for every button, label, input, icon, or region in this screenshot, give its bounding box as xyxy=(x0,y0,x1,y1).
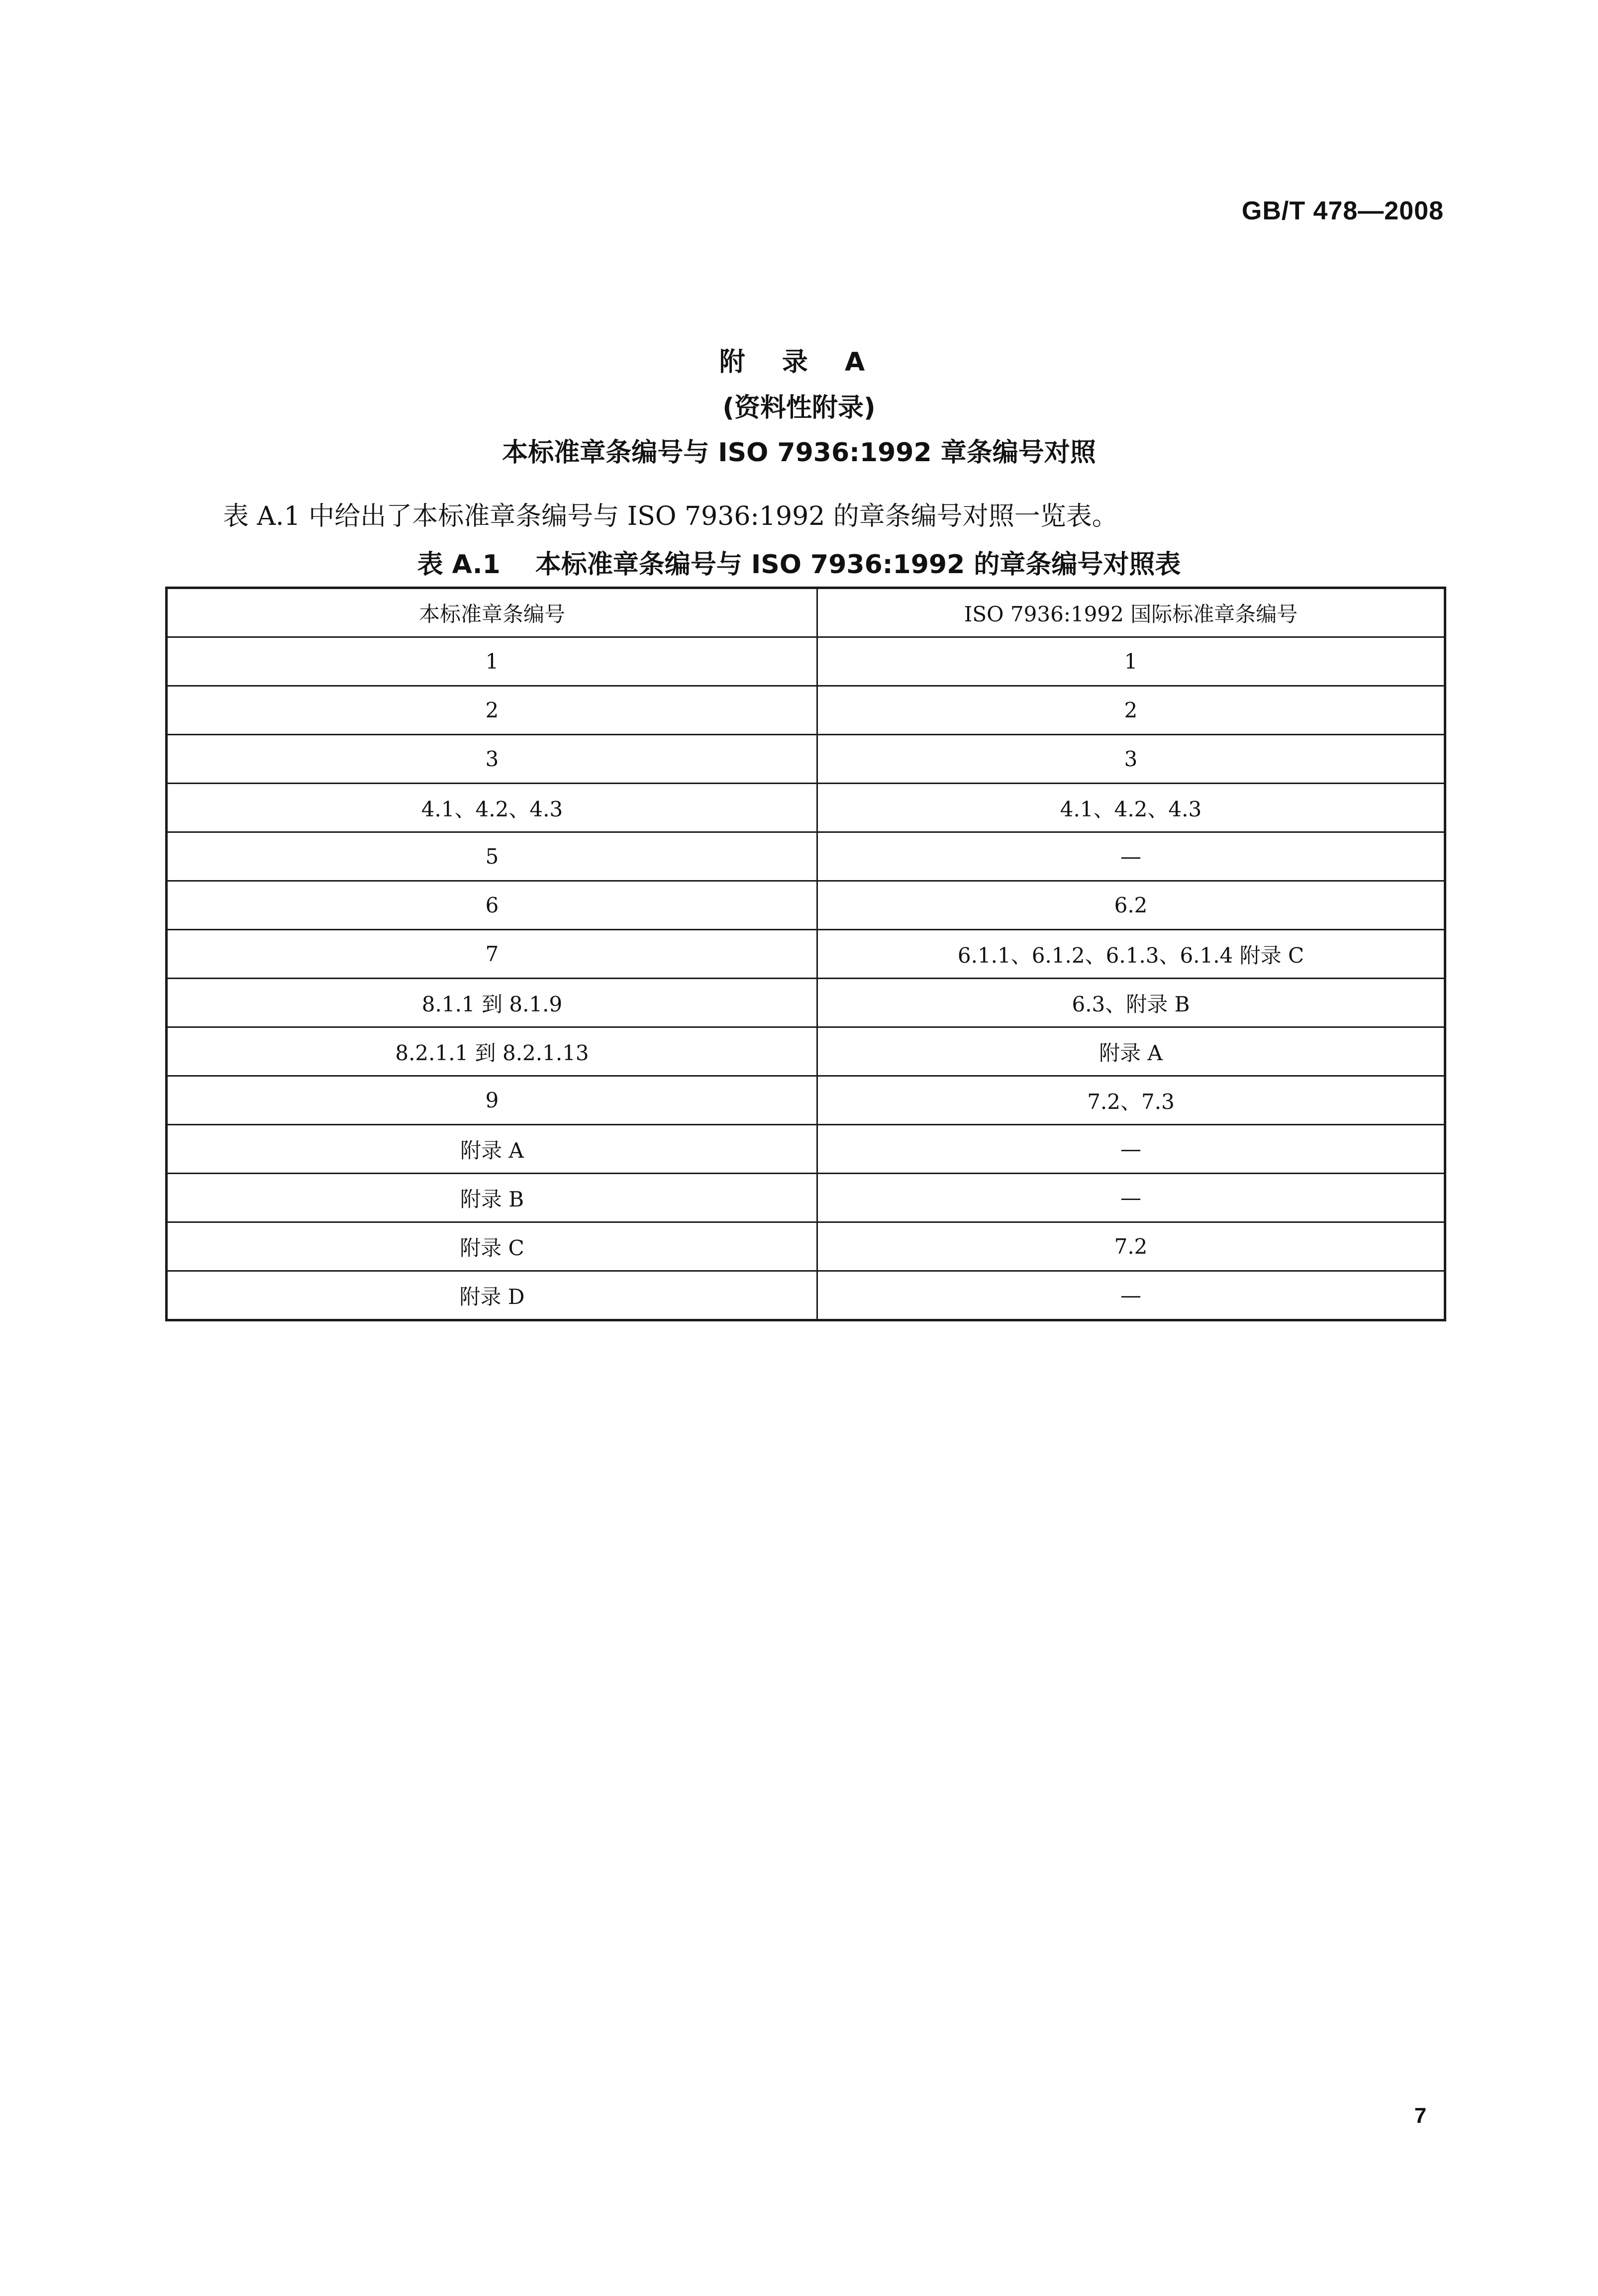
table-row xyxy=(167,686,1445,735)
document-code: GB/T 478—2008 xyxy=(1241,197,1444,225)
standard-clause-cell: 8.2.1.1 到 8.2.1.13 xyxy=(167,1027,817,1076)
table-row xyxy=(167,784,1445,832)
table-row xyxy=(167,1222,1445,1271)
standard-clause-cell: 6 xyxy=(167,881,817,930)
standard-clause-cell: 附录 B xyxy=(167,1174,817,1222)
table-caption-title: 本标准章条编号与 ISO 7936:1992 的章条编号对照表 xyxy=(535,550,1181,580)
standard-clause-cell: 附录 A xyxy=(167,1125,817,1174)
iso-clause-cell: 7.2、7.3 xyxy=(817,1076,1445,1125)
annex-label: 附 录 A xyxy=(719,347,879,377)
annex-title: 本标准章条编号与 ISO 7936:1992 章条编号对照 xyxy=(502,438,1096,468)
table-header-row xyxy=(167,588,1445,637)
page-number: 7 xyxy=(1414,2103,1427,2128)
table-caption xyxy=(0,543,1598,581)
table-row xyxy=(167,1076,1445,1125)
annex-type: (资料性附录) xyxy=(722,393,876,423)
iso-clause-cell: — xyxy=(817,1125,1445,1174)
standard-clause-cell: 附录 C xyxy=(167,1222,817,1271)
iso-clause-cell: — xyxy=(817,832,1445,881)
iso-clause-cell: 2 xyxy=(817,686,1445,735)
iso-clause-cell: — xyxy=(817,1174,1445,1222)
iso-clause-cell: 6.1.1、6.1.2、6.1.3、6.1.4 附录 C xyxy=(817,930,1445,979)
table-row xyxy=(167,637,1445,686)
table-row xyxy=(167,1125,1445,1174)
standard-clause-cell: 8.1.1 到 8.1.9 xyxy=(167,979,817,1027)
intro-paragraph: 表 A.1 中给出了本标准章条编号与 ISO 7936:1992 的章条编号对照一览表。 xyxy=(223,501,1118,531)
table-row xyxy=(167,1027,1445,1076)
table-row xyxy=(167,735,1445,784)
standard-clause-cell: 7 xyxy=(167,930,817,979)
column-header-iso: ISO 7936:1992 国际标准章条编号 xyxy=(817,588,1445,637)
iso-clause-cell: 3 xyxy=(817,735,1445,784)
iso-clause-cell: 7.2 xyxy=(817,1222,1445,1271)
iso-clause-cell: 1 xyxy=(817,637,1445,686)
table-row xyxy=(167,1174,1445,1222)
standard-clause-cell: 附录 D xyxy=(167,1271,817,1320)
clause-mapping-table xyxy=(165,587,1446,1321)
table-row xyxy=(167,979,1445,1027)
standard-clause-cell: 5 xyxy=(167,832,817,881)
standard-clause-cell: 3 xyxy=(167,735,817,784)
iso-clause-cell: 6.3、附录 B xyxy=(817,979,1445,1027)
iso-clause-cell: 4.1、4.2、4.3 xyxy=(817,784,1445,832)
standard-clause-cell: 4.1、4.2、4.3 xyxy=(167,784,817,832)
table-caption-number: 表 A.1 xyxy=(417,550,500,580)
iso-clause-cell: — xyxy=(817,1271,1445,1320)
standard-clause-cell: 2 xyxy=(167,686,817,735)
column-header-standard: 本标准章条编号 xyxy=(167,588,817,637)
iso-clause-cell: 6.2 xyxy=(817,881,1445,930)
table-row xyxy=(167,930,1445,979)
standard-clause-cell: 1 xyxy=(167,637,817,686)
table-row xyxy=(167,832,1445,881)
table-row xyxy=(167,881,1445,930)
table-row xyxy=(167,1271,1445,1320)
iso-clause-cell: 附录 A xyxy=(817,1027,1445,1076)
standard-clause-cell: 9 xyxy=(167,1076,817,1125)
